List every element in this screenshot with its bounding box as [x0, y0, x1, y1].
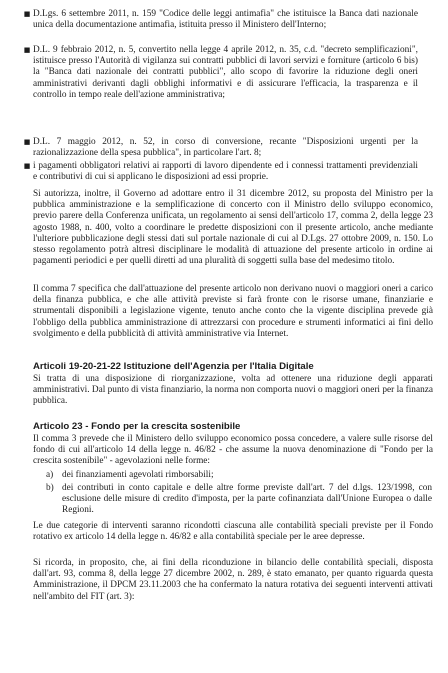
paragraph-agenzia: Si tratta di una disposizione di riorganizzazione, volta ad ottenere una riduzione degli apparati amministrativi. Dal punto di vista finanziario, la norma non comporta nuovi o maggiori oneri per la finanza pubblica. [33, 374, 433, 407]
bullet-item [23, 161, 418, 183]
section-heading-articoli-19-22: Articoli 19-20-21-22 Istituzione dell'Agenzia per l'Italia Digitale [33, 361, 314, 372]
bullet-text: D.L. 7 maggio 2012, n. 52, in corso di conversione, recante "Disposizioni urgenti per la razionalizzazione della spesa pubblica", in particolare l'art. 8; [33, 137, 418, 159]
list-text: dei contributi in conto capitale e delle altre forme previste dall'art. 7 del d.lgs. 123/1998, con esclusione delle misure di credito d'imposta, per la parte cofinanziata dall'Unione Europea o dalle Regioni. [62, 483, 432, 516]
list-marker: b) [46, 483, 54, 493]
bullet-icon: ■ [23, 10, 31, 18]
paragraph-regolamento: Si autorizza, inoltre, il Governo ad adottare entro il 31 dicembre 2012, su proposta del Ministro per la pubblica amministrazione e la semplificazione di concerto con il Ministro dello sviluppo economico, previo parere della Conferenza unificata, un regolamento ai sensi dell'articolo 17, comma 2, della legge 23 agosto 1988, n. 400, volto a coordinare le predette disposizioni con il presente articolo, anche mediante l'ulteriore pubblicazione degli stessi dati sul portale nazionale di cui al D.Lgs. 27 ottobre 2009, n. 150. Lo stesso regolamento potrà altresì disciplinare le modalità di attuazione del presente articolo in ordine ai pagamenti periodici e per quelli diretti ad una pluralità di soggetti sulla base del medesimo titolo. [33, 189, 433, 267]
paragraph-categorie: Le due categorie di interventi saranno ricondotti ciascuna alle contabilità speciali previste per il Fondo rotativo ex articolo 14 della legge n. 46/82 e alla contabilità speciale per le aree depresse. [33, 521, 433, 543]
list-marker: a) [46, 470, 54, 480]
paragraph-comma-3: Il comma 3 prevede che il Ministero dello sviluppo economico possa concedere, a valere sulle risorse del fondo di cui all'articolo 14 della legge n. 46/82 - che assume la nuova denominazione di "Fondo per la crescita sostenibile" - agevolazioni nelle forme: [33, 434, 433, 467]
bullet-item [23, 9, 418, 31]
bullet-text: D.Lgs. 6 settembre 2011, n. 159 "Codice delle leggi antimafia" che istituisce la Banca dati nazionale unica della documentazione antimafia, istituita presso il Ministero dell'Interno; [33, 9, 418, 31]
list-text: dei finanziamenti agevolati rimborsabili; [62, 470, 214, 480]
bullet-text: D.L. 9 febbraio 2012, n. 5, convertito nella legge 4 aprile 2012, n. 35, c.d. "decreto semplificazioni", istituisce presso l'Autorità di vigilanza sui contratti pubblici di lavori servizi e forniture (articolo 6 bis) la "Banca dati nazionale dei contratti pubblici", allo scopo di favorire la riduzione degli oneri amministrativi derivanti dagli obblighi informativi e di assicurare l'efficacia, la trasparenza e il controllo in tempo reale dell'azione amministrativa; [33, 45, 418, 100]
bullet-item [23, 137, 418, 159]
paragraph-riconduzione: Si ricorda, in proposito, che, ai fini della riconduzione in bilancio delle contabilità speciali, disposta dall'art. 93, comma 8, della legge 27 dicembre 2002, n. 289, è stato emanato, per quanto riguarda questa Amministrazione, il DPCM 23.11.2003 che ha confermato la natura rotativa dei seguenti interventi attivati nell'ambito del FIT (art. 3): [33, 558, 433, 602]
bullet-text: i pagamenti obbligatori relativi ai rapporti di lavoro dipendente ed i connessi trattamenti previdenziali e contributivi di cui si applicano le disposizioni ad essi proprie. [33, 161, 418, 183]
bullet-icon: ■ [23, 162, 31, 170]
bullet-item [23, 45, 418, 101]
list-item-b [46, 483, 432, 517]
list-item-a [46, 470, 432, 481]
bullet-icon: ■ [23, 46, 31, 54]
bullet-icon: ■ [23, 138, 31, 146]
section-heading-articolo-23: Articolo 23 - Fondo per la crescita sostenibile [33, 421, 241, 432]
paragraph-comma-7: Il comma 7 specifica che dall'attuazione del presente articolo non derivano nuovi o maggiori oneri a carico della finanza pubblica, e che alle attività previste si farà fronte con le risorse umane, finanziarie e strumentali disponibili a legislazione vigente, tenuto anche conto che la vigente disciplina prevede già l'obbligo della pubblica amministrazione di attrezzarsi con procedure e strumenti informatici ai fini dello svolgimento e della pubblicità di attività amministrative via Internet. [33, 284, 433, 339]
